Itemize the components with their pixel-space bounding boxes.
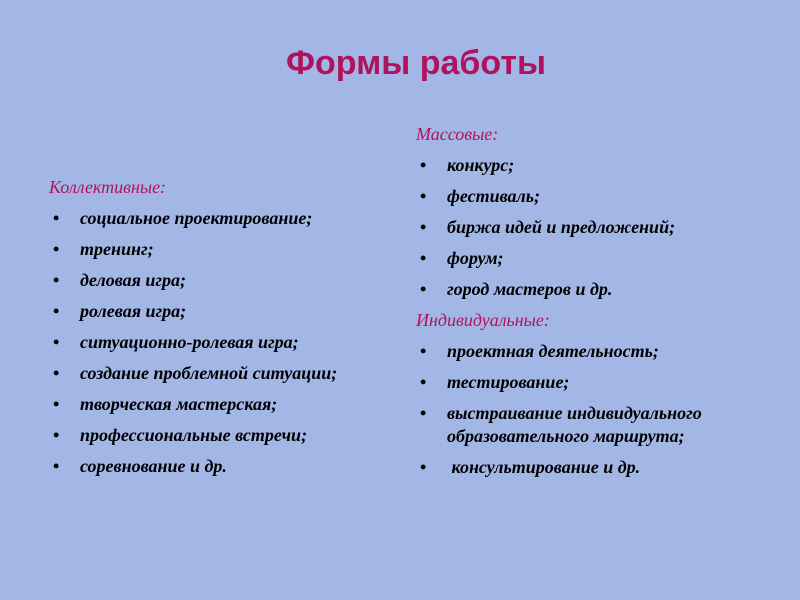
bullet-icon: • [420,155,427,175]
list-item-text: выстраивание индивидуального образовательного маршрута; [447,403,702,446]
list-item-text: консультирование и др. [447,457,641,477]
mass-heading: Массовые: [416,124,499,144]
list-item [49,300,389,323]
list-item-text: ситуационно-ролевая игра; [80,332,299,352]
bullet-icon: • [420,403,427,423]
bullet-icon: • [53,270,60,290]
bullet-icon: • [420,457,427,477]
bullet-icon: • [53,332,60,352]
bullet-icon: • [53,456,60,476]
list-item-text: ролевая игра; [80,301,187,321]
list-item [49,331,389,354]
list-item [49,269,389,292]
list-item [416,402,747,448]
bullet-icon: • [53,208,60,228]
bullet-icon: • [420,186,427,206]
list-item-text: творческая мастерская; [80,394,278,414]
list-item-text: социальное проектирование; [80,208,313,228]
list-item [416,154,776,177]
list-item [416,371,776,394]
list-item-text: город мастеров и др. [447,279,613,299]
list-item-text: форум; [447,248,504,268]
list-item [49,207,389,230]
list-item [49,393,389,416]
list-item [416,216,776,239]
mass-list [416,154,776,301]
list-item-text: тестирование; [447,372,570,392]
bullet-icon: • [53,301,60,321]
list-item-text: тренинг; [80,239,154,259]
list-item [416,185,776,208]
bullet-icon: • [420,341,427,361]
list-item-text: соревнование и др. [80,456,227,476]
list-item [416,278,776,301]
mass-individual-column [416,123,776,487]
list-item-text: биржа идей и предложений; [447,217,676,237]
list-item [49,238,389,261]
list-item-text: фестиваль; [447,186,541,206]
individual-heading: Индивидуальные: [416,310,550,330]
bullet-icon: • [53,239,60,259]
bullet-icon: • [420,279,427,299]
page-title: Формы работы [285,44,547,82]
list-item [49,424,389,447]
individual-list [416,340,776,479]
collective-heading: Коллективные: [49,177,167,197]
bullet-icon: • [53,363,60,383]
list-item [49,362,340,385]
collective-column [49,176,389,486]
list-item-text: деловая игра; [80,270,187,290]
bullet-icon: • [420,248,427,268]
list-item [416,456,776,479]
bullet-icon: • [420,372,427,392]
list-item [49,455,389,478]
list-item [416,247,776,270]
list-item [416,340,776,363]
bullet-icon: • [53,425,60,445]
list-item-text: конкурс; [447,155,515,175]
list-item-text: профессиональные встречи; [80,425,308,445]
bullet-icon: • [53,394,60,414]
bullet-icon: • [420,217,427,237]
list-item-text: создание проблемной ситуации; [80,363,338,383]
collective-list [49,207,389,478]
list-item-text: проектная деятельность; [447,341,659,361]
